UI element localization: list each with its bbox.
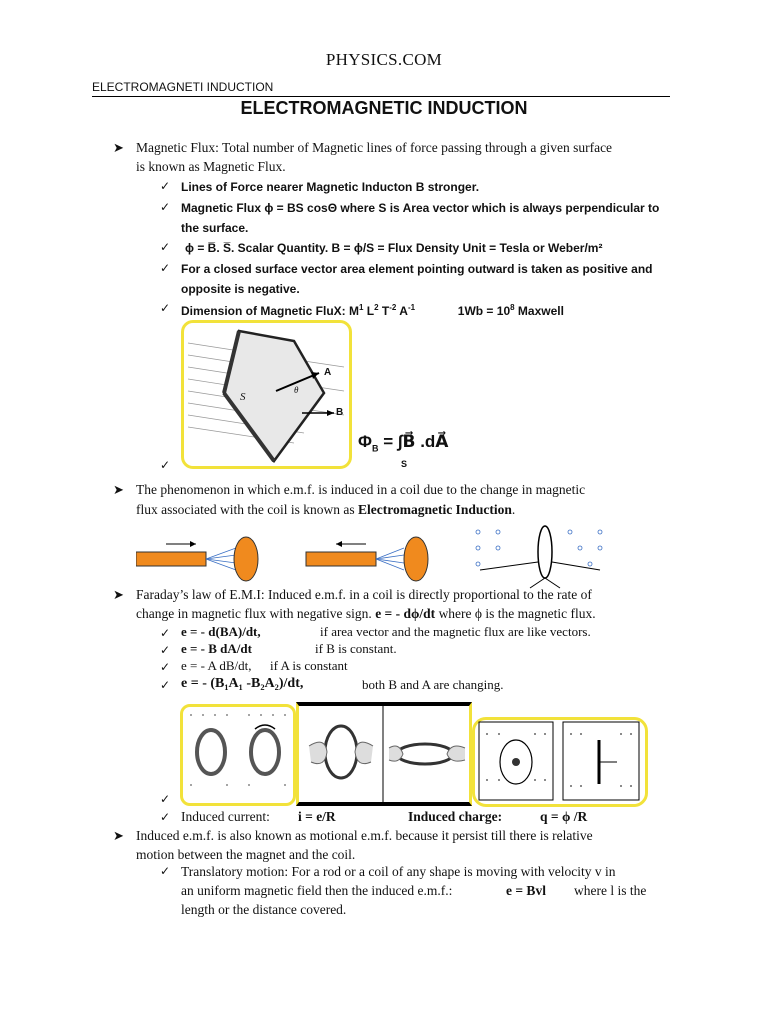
checkmark-icon: ✓ <box>160 792 171 806</box>
vector-b-label: B <box>336 407 344 418</box>
induced-charge-label: Induced charge: <box>408 809 503 824</box>
checkmark-icon: ✓ <box>160 810 171 824</box>
case-4-note: both B and A are changing. <box>362 677 504 692</box>
integral-surface-label: S <box>401 459 408 469</box>
dimension-weber: 1Wb = 10 <box>457 304 511 318</box>
flux-surface-drawing <box>184 323 349 466</box>
flux-point-1: Lines of Force nearer Magnetic Inducton B stronger. <box>181 180 480 194</box>
translatory-line-3: length or the distance covered. <box>181 902 347 917</box>
checkmark-icon: ✓ <box>160 660 171 674</box>
translatory-line-1: Translatory motion: For a rod or a coil of any shape is moving with velocity v in <box>181 864 616 879</box>
checkmark-icon: ✓ <box>160 458 171 472</box>
case-2-formula: e = - B dA/dt <box>181 641 252 656</box>
checkmark-icon: ✓ <box>160 261 171 275</box>
coil-figure-2 <box>296 702 472 806</box>
header-divider <box>92 96 670 97</box>
induction-line-1: The phenomenon in which e.m.f. is induced in a coil due to the change in magnetic <box>136 482 586 497</box>
checkmark-icon: ✓ <box>160 643 171 657</box>
induction-line-2-text: flux associated with the coil is known as <box>136 502 358 517</box>
site-title: PHYSICS.COM <box>325 50 443 69</box>
document-title: ELECTROMAGNETIC INDUCTION <box>240 98 528 118</box>
induced-charge-formula: q = ϕ /R <box>540 809 588 824</box>
coil-figure-1 <box>180 704 296 806</box>
translatory-line-2: an uniform magnetic field then the induced e.m.f.: <box>181 883 453 898</box>
magnet-coil-drawing <box>136 530 464 590</box>
loop-field-drawing <box>470 524 610 590</box>
flux-point-3: ϕ = B̅. S̅. Scalar Quantity. B = ϕ/S = Flux Density Unit = Tesla or Weber/m² <box>185 241 603 255</box>
translatory-line-2-end: where l is the <box>574 883 647 898</box>
checkmark-icon: ✓ <box>160 240 171 254</box>
coil-figure-3-drawing <box>475 720 645 804</box>
loop-field-illustration <box>470 524 610 590</box>
bullet-arrow-icon: ➤ <box>113 482 124 497</box>
flux-point-4: For a closed surface vector area element pointing outward is taken as positive and <box>181 262 653 276</box>
integral-expression: = ∫B⃗ .dA⃗ <box>383 432 449 451</box>
flux-point-2: Magnetic Flux ϕ = BS cosΘ where S is Area vector which is always perpendicular to <box>181 201 660 215</box>
induced-current-label: Induced current: <box>181 809 270 824</box>
induction-period: . <box>511 502 516 517</box>
case-1-note: if area vector and the magnetic flux are like vectors. <box>320 624 591 639</box>
phi-symbol: Φ <box>358 432 372 451</box>
induced-current-formula: i = e/R <box>298 809 336 824</box>
checkmark-icon: ✓ <box>160 301 171 315</box>
case-4-formula: e = - (B₁A₁ -B₂A₂)/dt, <box>181 676 304 691</box>
bullet-arrow-icon: ➤ <box>113 140 124 155</box>
coil-figure-3 <box>472 717 648 807</box>
motional-line-2: motion between the magnet and the coil. <box>136 847 356 862</box>
faraday-line-1: Faraday’s law of E.M.I: Induced e.m.f. in a coil is directly proportional to the rate of <box>136 587 592 602</box>
coil-figure-1-drawing <box>183 707 293 803</box>
case-1-formula: e = - d(BA)/dt, <box>181 624 261 639</box>
induction-line-2 <box>136 500 515 519</box>
flux-point-2-cont: the surface. <box>181 221 249 235</box>
checkmark-icon: ✓ <box>160 179 171 193</box>
flux-point-4-cont: opposite is negative. <box>181 282 300 296</box>
magnet-coil-illustration <box>136 530 464 590</box>
flux-surface-figure <box>181 320 352 469</box>
bullet-arrow-icon: ➤ <box>113 587 124 602</box>
faraday-line-2-text: change in magnetic flux with negative sign. <box>136 606 376 621</box>
translatory-formula: e = Bvl <box>506 883 546 898</box>
checkmark-icon: ✓ <box>160 626 171 640</box>
checkmark-icon: ✓ <box>160 200 171 214</box>
case-3-formula: e = - A dB/dt, <box>181 658 252 673</box>
section-label: ELECTROMAGNETI INDUCTION <box>92 80 274 94</box>
vector-a-label: A <box>324 367 332 378</box>
angle-theta-label: θ <box>294 385 299 395</box>
flux-dimension: Dimension of Magnetic FluX: $M^1$ $L^2$ $T^{-2}$ $A^{-1}$ $1Wb = 10^8$ Maxwell <box>181 303 564 318</box>
checkmark-icon: ✓ <box>160 678 171 692</box>
bullet-arrow-icon: ➤ <box>113 828 124 843</box>
flux-integral-formula <box>358 432 448 453</box>
case-2-note: if B is constant. <box>315 641 397 656</box>
checkmark-icon: ✓ <box>160 864 171 878</box>
faraday-line-2 <box>136 604 596 623</box>
flux-intro-line-1: Magnetic Flux: Total number of Magnetic lines of force passing through a given surface <box>136 140 613 155</box>
induction-term: Electromagnetic Induction <box>357 502 512 517</box>
dimension-label: Dimension of Magnetic FluX: M <box>181 304 360 318</box>
case-3-note: if A is constant <box>270 658 348 673</box>
faraday-formula: e = - dϕ/dt <box>375 606 436 621</box>
motional-line-1: Induced e.m.f. is also known as motional e.m.f. because it persist till there is relative <box>136 828 593 843</box>
surface-s-label: S <box>240 391 246 403</box>
dimension-maxwell: Maxwell <box>514 304 564 318</box>
faraday-line-2-end: where ϕ is the magnetic flux. <box>435 606 596 621</box>
phi-subscript: B <box>371 443 379 454</box>
coil-figure-2-drawing <box>299 706 469 802</box>
flux-intro-line-2: is known as Magnetic Flux. <box>136 159 286 174</box>
